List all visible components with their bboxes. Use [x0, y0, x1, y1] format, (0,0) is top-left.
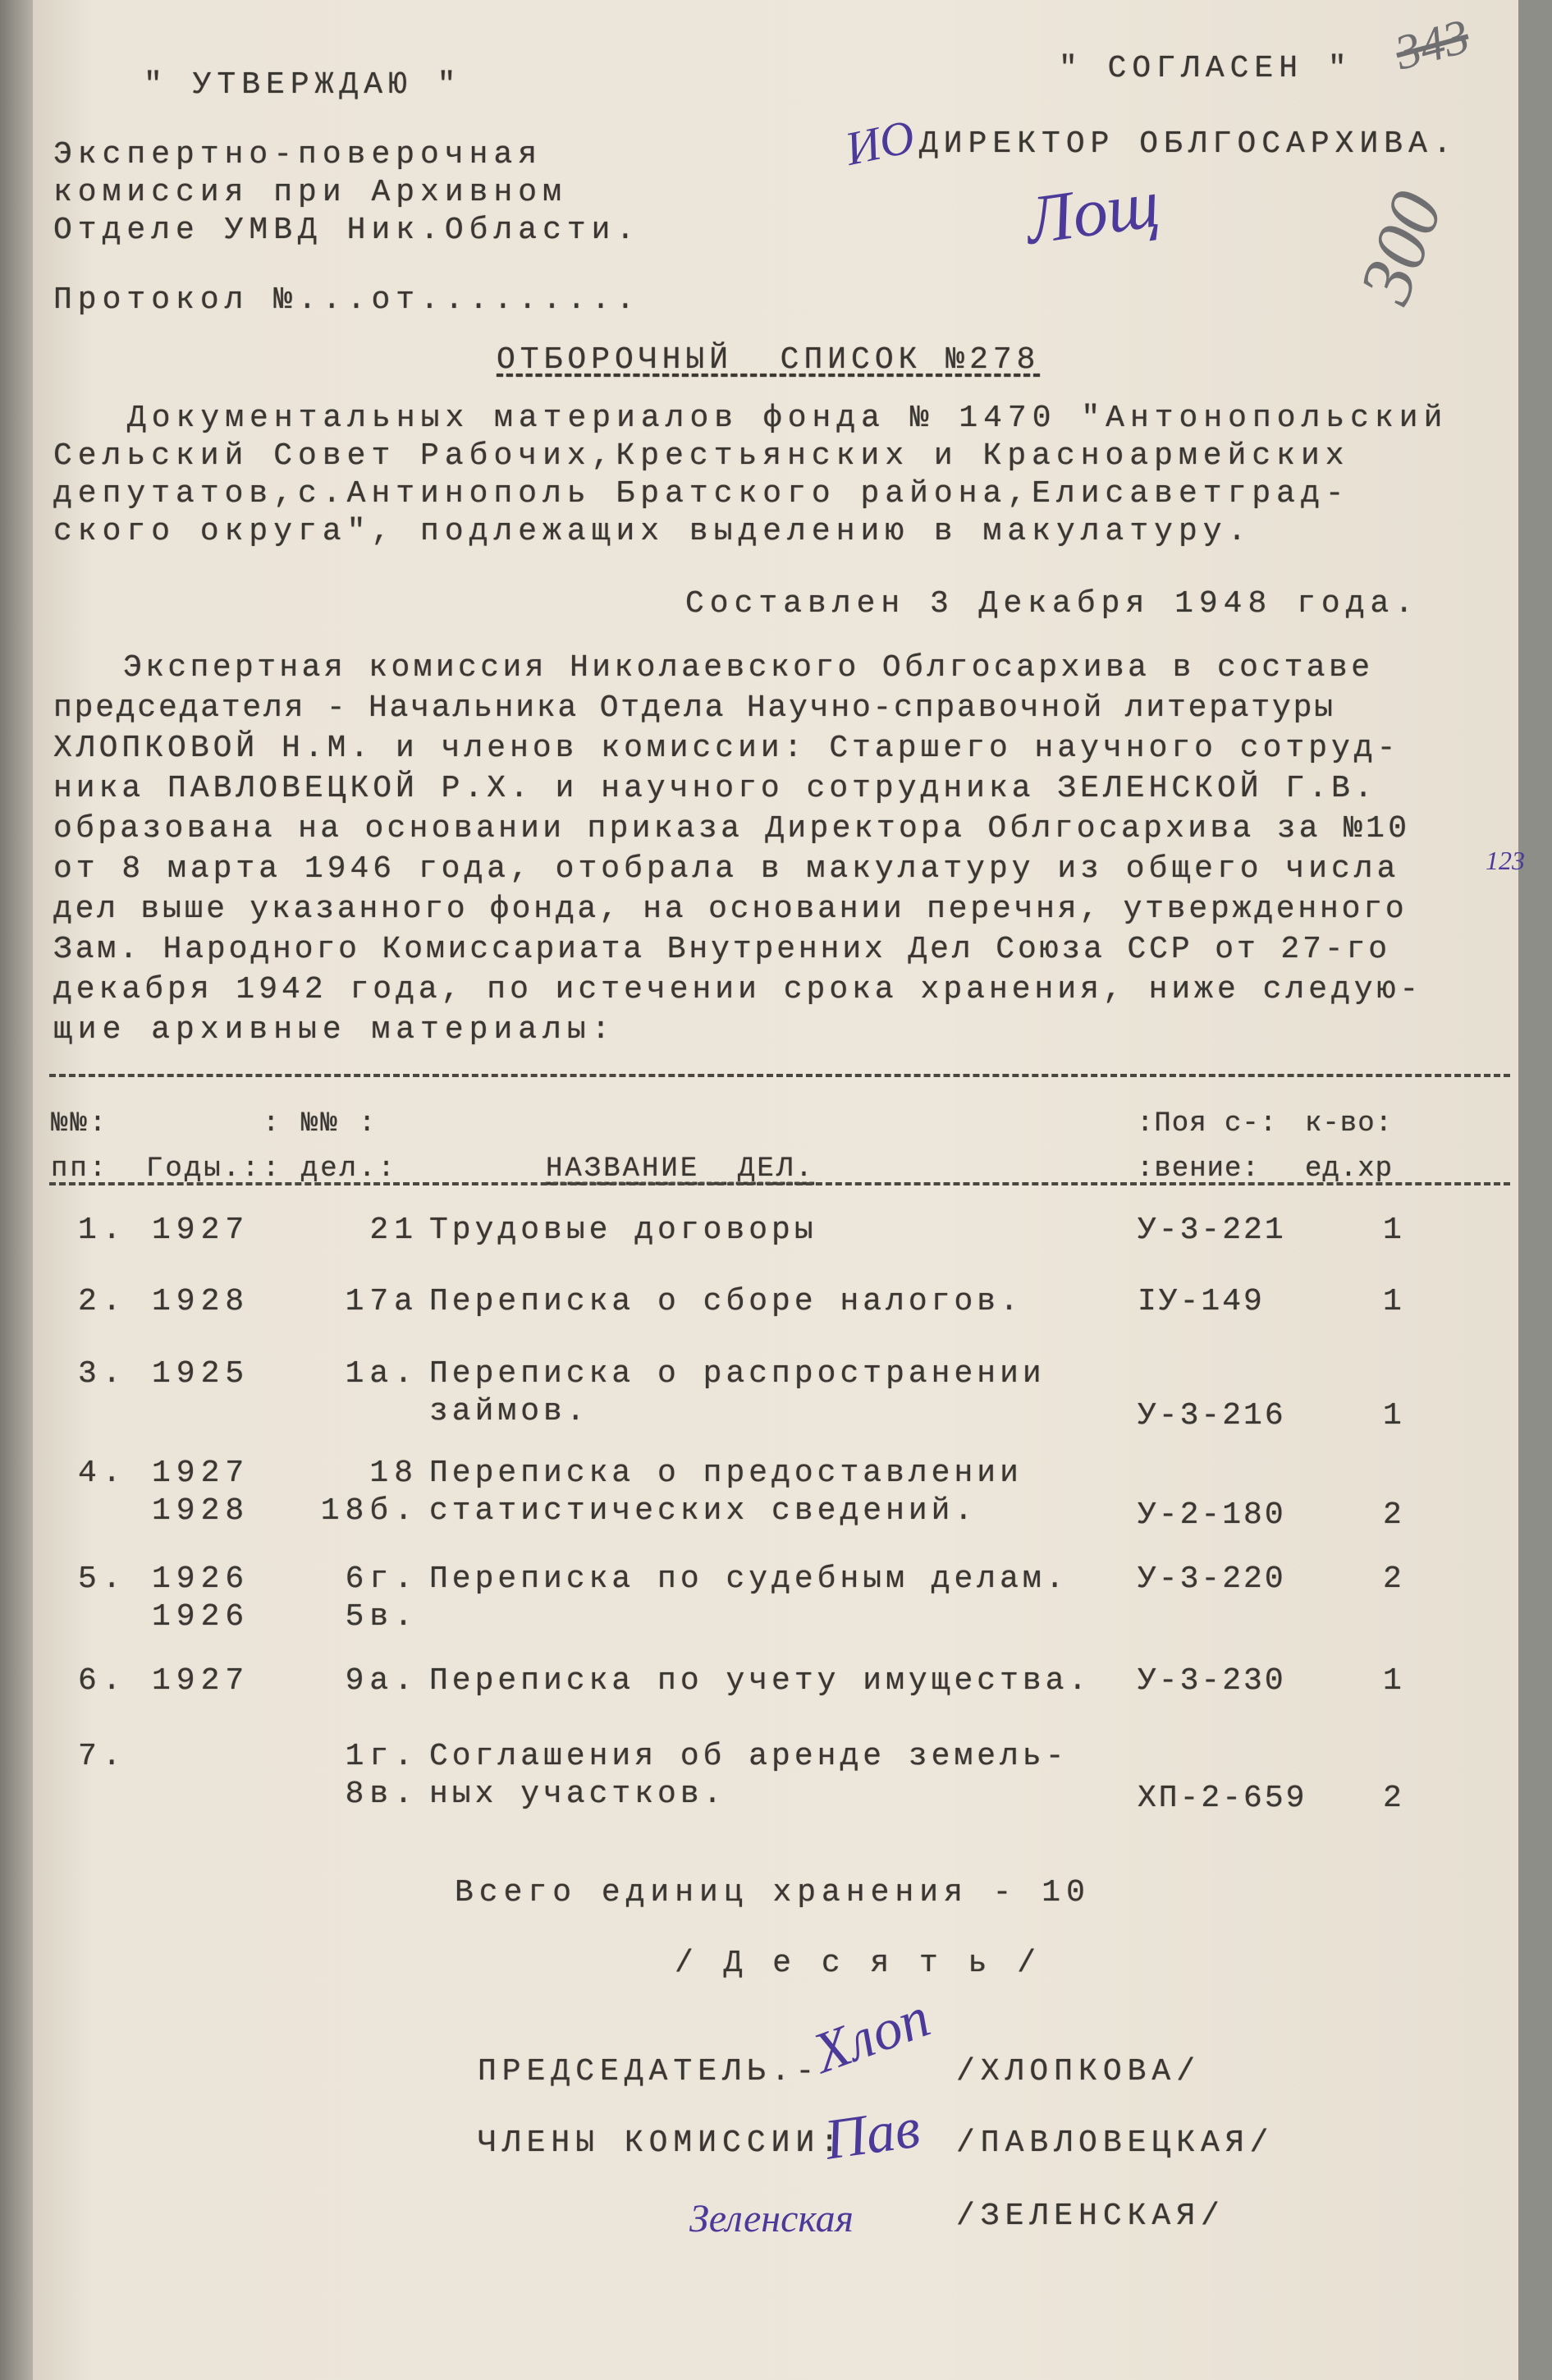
row-year: 1926	[152, 1599, 250, 1635]
row-note: IУ-149	[1138, 1284, 1265, 1319]
row-number: 6.	[78, 1663, 127, 1699]
approve-label: " УТВЕРЖДАЮ "	[144, 67, 462, 103]
row-note: У-2-180	[1138, 1497, 1286, 1533]
member1-signature: Пав	[821, 2096, 924, 2172]
director-title: ДИРЕКТОР ОБЛГОСАРХИВА.	[919, 126, 1458, 162]
body-line: щие архивные материалы:	[53, 1012, 616, 1048]
body-line: дел выше указанного фонда, на основании перечня, утвержденного	[53, 892, 1408, 927]
body-line: председателя - Начальника Отдела Научно-справочной литературы	[53, 690, 1335, 726]
row-delo: 18б.	[320, 1493, 419, 1529]
header-num-1: №№:	[51, 1108, 109, 1140]
row-year: 1927	[152, 1456, 250, 1491]
row-number: 2.	[78, 1284, 127, 1319]
header-delo-2: : дел.:	[263, 1153, 397, 1185]
row-quantity: 2	[1383, 1561, 1408, 1597]
header-qty-2: ед.хр	[1305, 1153, 1394, 1185]
handwritten-count: 123	[1486, 846, 1525, 875]
row-delo: 1г.	[345, 1739, 419, 1774]
approve-line-3: Отделе УМВД Ник.Области.	[53, 213, 641, 248]
row-delo: 6г.	[345, 1561, 419, 1597]
total-words: / Д е с я т ь /	[675, 1946, 1042, 1981]
row-number: 4.	[78, 1456, 127, 1491]
row-title: Переписка о сборе налогов.	[429, 1284, 1023, 1319]
row-number: 7.	[78, 1739, 127, 1774]
row-quantity: 1	[1383, 1213, 1408, 1248]
row-year: 1927	[152, 1213, 250, 1248]
row-note: ХП-2-659	[1138, 1781, 1307, 1816]
intro-line-3: депутатов,с.Антинополь Братского района,Елисаветград-	[53, 476, 1350, 511]
body-line: Зам. Народного Комиссариата Внутренних Дел Союза ССР от 27-го	[53, 932, 1390, 967]
chair-label: ПРЕДСЕДАТЕЛЬ.-	[478, 2054, 821, 2089]
row-title: Переписка по учету имущества.	[429, 1663, 1092, 1699]
intro-line-2: Сельский Совет Рабочих,Крестьянских и Красноармейских	[53, 438, 1350, 474]
row-year: 1925	[152, 1356, 250, 1392]
chair-signature: Хлоп	[805, 1985, 938, 2086]
header-note-2: :вение:	[1137, 1153, 1260, 1185]
pencil-number: 300	[1344, 181, 1459, 314]
approve-line-1: Экспертно-поверочная	[53, 137, 543, 172]
table-top-rule	[49, 1074, 1510, 1077]
chair-name: /ХЛОПКОВА/	[956, 2054, 1202, 2089]
body-line: ХЛОПКОВОЙ Н.М. и членов комиссии: Старшего научного сотруд-	[53, 731, 1400, 766]
row-quantity: 1	[1383, 1663, 1408, 1699]
row-delo: 9а.	[345, 1663, 419, 1699]
agree-label: " СОГЛАСЕН "	[1059, 51, 1353, 86]
row-title: Переписка о предоставлении	[429, 1456, 1023, 1491]
date-line: Составлен 3 Декабря 1948 года.	[685, 586, 1420, 621]
body-line: от 8 марта 1946 года, отобрала в макулатуру из общего числа	[53, 851, 1400, 887]
table-header-rule	[49, 1182, 1510, 1185]
row-quantity: 2	[1383, 1781, 1408, 1816]
binding-edge	[0, 0, 34, 2380]
row-title: статистических сведений.	[429, 1493, 977, 1529]
row-title: Переписка по судебным делам.	[429, 1561, 1069, 1597]
row-year: 1928	[152, 1493, 250, 1529]
member1-name: /ПАВЛОВЕЦКАЯ/	[956, 2125, 1275, 2161]
row-delo: 18	[369, 1456, 419, 1491]
row-number: 3.	[78, 1356, 127, 1392]
header-years: Годы.:	[146, 1153, 262, 1185]
row-delo: 5в.	[345, 1599, 419, 1635]
body-line: Экспертная комиссия Николаевского Облгосархива в составе	[123, 650, 1374, 686]
row-year: 1928	[152, 1284, 250, 1319]
row-number: 1.	[78, 1213, 127, 1248]
row-title: займов.	[429, 1394, 589, 1429]
intro-line-1: Документальных материалов фонда № 1470 "Антонопольский	[127, 401, 1449, 436]
pencil-number-old: 343	[1389, 8, 1475, 80]
row-delo: 17а	[345, 1284, 419, 1319]
member2-signature: Зеленская	[689, 2197, 854, 2240]
header-qty-1: к-во:	[1305, 1108, 1394, 1140]
row-year: 1926	[152, 1561, 250, 1597]
member2-name: /ЗЕЛЕНСКАЯ/	[956, 2199, 1225, 2234]
intro-line-4: ского округа", подлежащих выделению в макулатуру.	[53, 514, 1252, 549]
row-title: Соглашения об аренде земель-	[429, 1739, 1069, 1774]
body-line: ника ПАВЛОВЕЦКОЙ Р.Х. и научного сотрудника ЗЕЛЕНСКОЙ Г.В.	[53, 771, 1377, 806]
handwritten-io: ИО	[840, 109, 919, 176]
row-number: 5.	[78, 1561, 127, 1597]
row-quantity: 1	[1383, 1284, 1408, 1319]
row-delo: 1а.	[345, 1356, 419, 1392]
row-note: У-3-220	[1138, 1561, 1286, 1597]
row-title: Трудовые договоры	[429, 1213, 817, 1248]
row-year: 1927	[152, 1663, 250, 1699]
approve-line-2: комиссия при Архивном	[53, 175, 567, 210]
header-name: НАЗВАНИЕ ДЕЛ.	[546, 1153, 815, 1185]
row-title: Переписка о распространении	[429, 1356, 1046, 1392]
row-note: У-3-221	[1138, 1213, 1286, 1248]
row-quantity: 2	[1383, 1497, 1408, 1533]
members-label: ЧЛЕНЫ КОМИССИИ:	[478, 2125, 845, 2161]
header-note-1: :Поя с-:	[1137, 1108, 1278, 1140]
row-title: ных участков.	[429, 1777, 726, 1812]
total-line: Всего единиц хранения - 10	[455, 1875, 1091, 1910]
row-note: У-3-216	[1138, 1398, 1286, 1433]
body-line: декабря 1942 года, по истечении срока хранения, ниже следую-	[53, 972, 1423, 1007]
document-title: ОТБОРОЧНЫЙ СПИСОК №278	[497, 342, 1041, 378]
row-delo: 8в.	[345, 1777, 419, 1812]
director-signature: Лощ	[1021, 165, 1164, 259]
row-quantity: 1	[1383, 1398, 1408, 1433]
protocol-line: Протокол №...от.........	[53, 282, 641, 318]
header-delo-1: : №№ :	[263, 1108, 378, 1140]
row-note: У-3-230	[1138, 1663, 1286, 1699]
row-delo: 21	[369, 1213, 419, 1248]
header-num-2: пп:	[51, 1153, 109, 1185]
body-line: образована на основании приказа Директора Облгосархива за №10	[53, 811, 1411, 846]
